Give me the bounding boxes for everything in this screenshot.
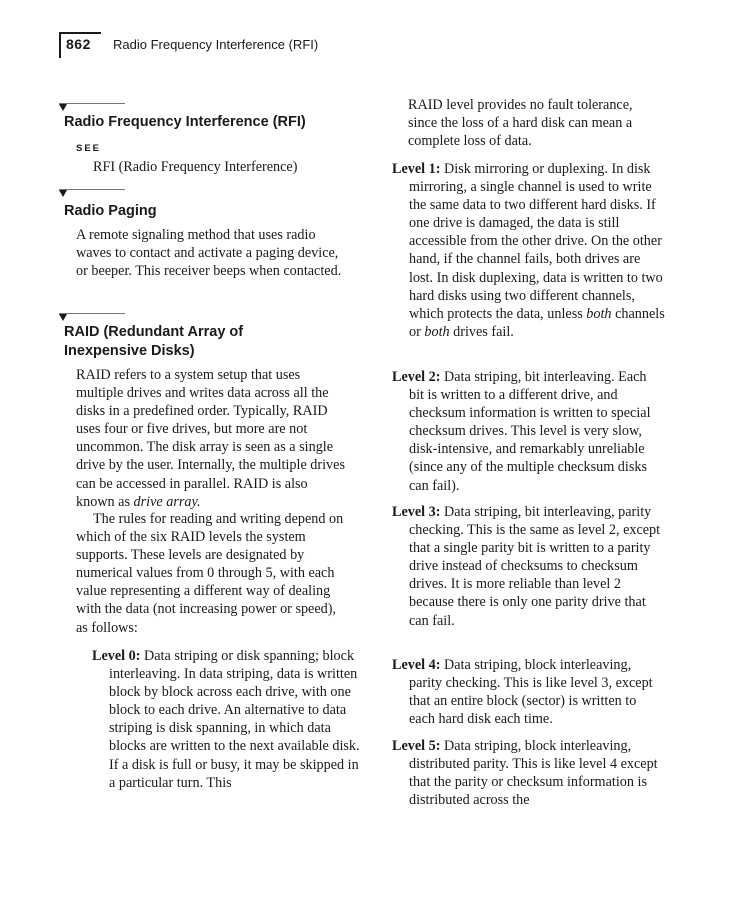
level-label: Level 2: xyxy=(392,369,441,385)
level-text: channels or xyxy=(409,305,665,340)
entry-title-raid xyxy=(64,323,354,361)
see-reference: RFI (Radio Frequency Interference) xyxy=(93,159,298,175)
level-label: Level 0: xyxy=(92,648,141,664)
entry-title-radio-paging: Radio Paging xyxy=(64,203,157,219)
level-label: Level 4: xyxy=(392,657,441,673)
level-text: Disk mirroring or duplexing. In disk mirroring, a single channel is used to write the same data to two different hard disks. If one drive is damaged, the data is still accessible from the other drive. On the other hand, if the channel fails, both drives are lost. In disk duplexing, data is written to two hard disks using two different channels, which protects the data, unless xyxy=(409,161,663,322)
entry-title-raid-line1: RAID (Redundant Array of xyxy=(64,324,244,340)
running-header-title: Radio Frequency Interference (RFI) xyxy=(113,37,319,52)
header-rule-horizontal xyxy=(59,32,101,34)
entry-marker xyxy=(59,313,125,323)
level-text: Data striping, block interleaving, parity checking. This is like level 3, except that an entire block (sector) is written to each hard disk each time. xyxy=(409,657,653,728)
level-text: Data striping, bit interleaving, parity checking. This is the same as level 2, except that a single parity bit is written to a parity drive instead of checksums to checksum drives. It is more reliable than level 2 because there is only one parity drive that can fail. xyxy=(409,504,661,629)
emphasis-both: both xyxy=(586,305,612,322)
triangle-down-icon xyxy=(59,104,67,111)
raid-paragraph-2: The rules for reading and writing depend on which of the six RAID levels the system supports. These levels are designated by numerical values from 0 through 5, with each value representing a different way of dealing with the data (not increasing power or speed), as follows: xyxy=(76,511,344,636)
entry-marker-line xyxy=(59,313,125,314)
raid-level-3 xyxy=(392,503,665,630)
header-rule-vertical xyxy=(59,32,61,58)
triangle-down-icon xyxy=(59,190,67,197)
entry-title-rfi: Radio Frequency Interference (RFI) xyxy=(64,114,306,130)
raid-level-0 xyxy=(92,647,365,792)
level-text: Data striping, bit interleaving. Each bit is written to a different drive, and checksum information is written to special checksum drives. This level is very slow, disk-intensive, and remarkably unreliable (since any of the multiple checksum disks can fail). xyxy=(409,369,651,494)
entry-marker xyxy=(59,189,125,199)
term-drive-array: drive array. xyxy=(133,493,201,510)
raid-paragraph-1 xyxy=(76,366,348,511)
entry-marker-line xyxy=(59,103,125,104)
page-number: 862 xyxy=(66,36,91,52)
emphasis-both: both xyxy=(424,323,450,340)
level-label: Level 1: xyxy=(392,161,441,177)
raid-level-5 xyxy=(392,737,665,809)
entry-title-raid-line2: Inexpensive Disks) xyxy=(64,343,195,359)
raid-paragraph-1-text: RAID refers to a system setup that uses multiple drives and writes data across all the disks in a predefined order. Typically, RAID uses four or five drives, but more are not uncommon. The disk array is seen as a single drive by the user. Internally, the multiple drives can be accessed in parallel. RAID is also known as xyxy=(76,367,345,510)
level-text: Data striping or disk spanning; block interleaving. In data striping, data is written block by block across each drive, with one block to each drive. An alternative to data striping is disk spanning, in which data blocks are written to the next available disk. If a disk is full or busy, it may be skipped in a particular turn. This xyxy=(109,648,360,791)
raid-level-4 xyxy=(392,656,665,728)
level-text: Data striping, block interleaving, distributed parity. This is like level 4 except that the parity or checksum information is distributed across the xyxy=(409,738,658,809)
level-label: Level 3: xyxy=(392,504,441,520)
entry-marker xyxy=(59,103,125,113)
see-label: SEE xyxy=(76,143,102,154)
triangle-down-icon xyxy=(59,314,67,321)
raid-level-1 xyxy=(392,160,665,341)
raid-level-0-continuation: RAID level provides no fault tolerance, since the loss of a hard disk can mean a complete loss of data. xyxy=(408,97,633,150)
level-label: Level 5: xyxy=(392,738,441,754)
level-text: drives fail. xyxy=(449,323,514,340)
definition-radio-paging: A remote signaling method that uses radio waves to contact and activate a paging device, or beeper. This receiver beeps when contacted. xyxy=(76,227,342,280)
raid-level-2 xyxy=(392,368,665,495)
entry-marker-line xyxy=(59,189,125,190)
